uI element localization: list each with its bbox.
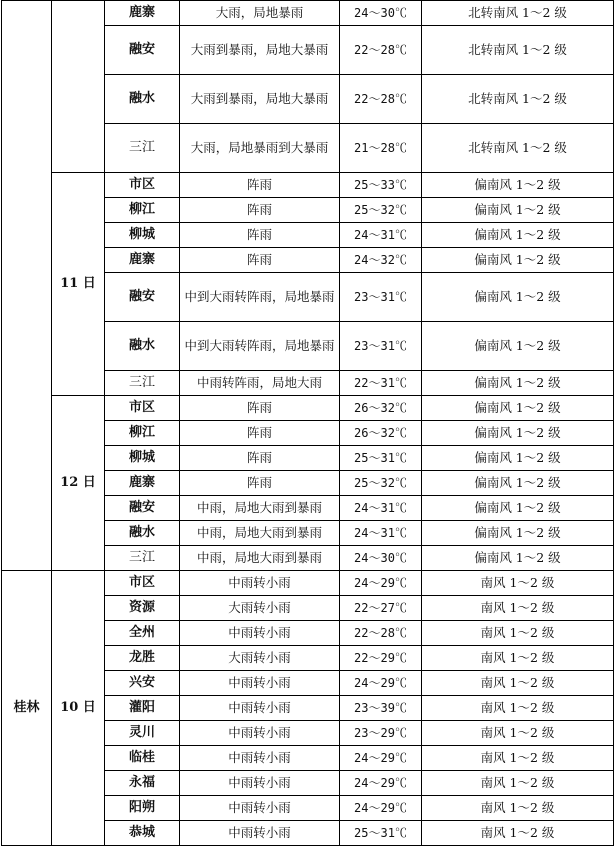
city-cell: 桂林 bbox=[2, 571, 52, 846]
temperature-cell: 22～29℃ bbox=[340, 646, 422, 671]
wind-cell: 南风 1～2 级 bbox=[422, 771, 614, 796]
area-cell: 柳江 bbox=[105, 421, 180, 446]
temperature-cell: 25～31℃ bbox=[340, 821, 422, 846]
weather-cell: 大雨转小雨 bbox=[180, 646, 340, 671]
wind-cell: 偏南风 1～2 级 bbox=[422, 471, 614, 496]
area-cell: 鹿寨 bbox=[105, 471, 180, 496]
weather-forecast-table bbox=[1, 0, 614, 846]
temperature-cell: 25～32℃ bbox=[340, 471, 422, 496]
weather-cell: 阵雨 bbox=[180, 421, 340, 446]
weather-cell: 阵雨 bbox=[180, 173, 340, 198]
wind-cell: 南风 1～2 级 bbox=[422, 796, 614, 821]
area-cell: 柳江 bbox=[105, 198, 180, 223]
area-cell: 市区 bbox=[105, 173, 180, 198]
weather-cell: 大雨到暴雨，局地大暴雨 bbox=[180, 26, 340, 75]
weather-cell: 中雨转小雨 bbox=[180, 696, 340, 721]
weather-cell: 大雨，局地暴雨 bbox=[180, 1, 340, 26]
temperature-cell: 23～29℃ bbox=[340, 721, 422, 746]
area-cell: 融水 bbox=[105, 322, 180, 371]
temperature-cell: 26～32℃ bbox=[340, 421, 422, 446]
temperature-cell: 22～27℃ bbox=[340, 596, 422, 621]
area-cell: 柳城 bbox=[105, 446, 180, 471]
date-cell: 12 日 bbox=[52, 396, 105, 571]
wind-cell: 偏南风 1～2 级 bbox=[422, 223, 614, 248]
weather-cell: 阵雨 bbox=[180, 471, 340, 496]
date-cell bbox=[52, 1, 105, 173]
wind-cell: 南风 1～2 级 bbox=[422, 671, 614, 696]
forecast-table-body bbox=[2, 1, 614, 846]
area-cell: 永福 bbox=[105, 771, 180, 796]
wind-cell: 偏南风 1～2 级 bbox=[422, 496, 614, 521]
temperature-cell: 24～29℃ bbox=[340, 571, 422, 596]
temperature-cell: 22～28℃ bbox=[340, 621, 422, 646]
area-cell: 全州 bbox=[105, 621, 180, 646]
temperature-cell: 24～30℃ bbox=[340, 546, 422, 571]
forecast-row bbox=[2, 1, 614, 26]
date-cell: 11 日 bbox=[52, 173, 105, 396]
weather-cell: 中到大雨转阵雨，局地暴雨 bbox=[180, 322, 340, 371]
area-cell: 三江 bbox=[105, 371, 180, 396]
weather-cell: 中雨转小雨 bbox=[180, 721, 340, 746]
wind-cell: 北转南风 1～2 级 bbox=[422, 75, 614, 124]
weather-cell: 中雨转小雨 bbox=[180, 796, 340, 821]
temperature-cell: 24～31℃ bbox=[340, 496, 422, 521]
area-cell: 资源 bbox=[105, 596, 180, 621]
temperature-cell: 22～28℃ bbox=[340, 75, 422, 124]
area-cell: 融安 bbox=[105, 26, 180, 75]
wind-cell: 偏南风 1～2 级 bbox=[422, 421, 614, 446]
temperature-cell: 25～32℃ bbox=[340, 198, 422, 223]
weather-cell: 阵雨 bbox=[180, 396, 340, 421]
temperature-cell: 26～32℃ bbox=[340, 396, 422, 421]
temperature-cell: 24～29℃ bbox=[340, 671, 422, 696]
wind-cell: 偏南风 1～2 级 bbox=[422, 521, 614, 546]
wind-cell: 偏南风 1～2 级 bbox=[422, 248, 614, 273]
city-cell bbox=[2, 1, 52, 571]
wind-cell: 北转南风 1～2 级 bbox=[422, 26, 614, 75]
area-cell: 鹿寨 bbox=[105, 248, 180, 273]
wind-cell: 偏南风 1～2 级 bbox=[422, 546, 614, 571]
temperature-cell: 24～31℃ bbox=[340, 223, 422, 248]
wind-cell: 偏南风 1～2 级 bbox=[422, 198, 614, 223]
forecast-row bbox=[2, 173, 614, 198]
temperature-cell: 23～39℃ bbox=[340, 696, 422, 721]
wind-cell: 偏南风 1～2 级 bbox=[422, 322, 614, 371]
forecast-row bbox=[2, 571, 614, 596]
area-cell: 阳朔 bbox=[105, 796, 180, 821]
wind-cell: 南风 1～2 级 bbox=[422, 621, 614, 646]
temperature-cell: 24～30℃ bbox=[340, 1, 422, 26]
area-cell: 灵川 bbox=[105, 721, 180, 746]
wind-cell: 北转南风 1～2 级 bbox=[422, 1, 614, 26]
temperature-cell: 24～29℃ bbox=[340, 746, 422, 771]
temperature-cell: 24～31℃ bbox=[340, 521, 422, 546]
temperature-cell: 24～29℃ bbox=[340, 796, 422, 821]
wind-cell: 南风 1～2 级 bbox=[422, 821, 614, 846]
area-cell: 融水 bbox=[105, 521, 180, 546]
area-cell: 三江 bbox=[105, 546, 180, 571]
wind-cell: 南风 1～2 级 bbox=[422, 696, 614, 721]
temperature-cell: 22～28℃ bbox=[340, 26, 422, 75]
wind-cell: 南风 1～2 级 bbox=[422, 571, 614, 596]
weather-cell: 中雨，局地大雨到暴雨 bbox=[180, 496, 340, 521]
area-cell: 融水 bbox=[105, 75, 180, 124]
weather-cell: 大雨，局地暴雨到大暴雨 bbox=[180, 124, 340, 173]
wind-cell: 南风 1～2 级 bbox=[422, 596, 614, 621]
temperature-cell: 24～32℃ bbox=[340, 248, 422, 273]
weather-cell: 中雨转小雨 bbox=[180, 821, 340, 846]
area-cell: 市区 bbox=[105, 571, 180, 596]
area-cell: 三江 bbox=[105, 124, 180, 173]
date-cell: 10 日 bbox=[52, 571, 105, 846]
area-cell: 灌阳 bbox=[105, 696, 180, 721]
weather-cell: 中雨，局地大雨到暴雨 bbox=[180, 521, 340, 546]
weather-cell: 中雨转小雨 bbox=[180, 746, 340, 771]
area-cell: 恭城 bbox=[105, 821, 180, 846]
weather-cell: 中雨转小雨 bbox=[180, 771, 340, 796]
temperature-cell: 21～28℃ bbox=[340, 124, 422, 173]
forecast-row bbox=[2, 396, 614, 421]
weather-cell: 阵雨 bbox=[180, 446, 340, 471]
temperature-cell: 22～31℃ bbox=[340, 371, 422, 396]
weather-cell: 中雨转小雨 bbox=[180, 671, 340, 696]
temperature-cell: 23～31℃ bbox=[340, 273, 422, 322]
wind-cell: 偏南风 1～2 级 bbox=[422, 371, 614, 396]
area-cell: 鹿寨 bbox=[105, 1, 180, 26]
temperature-cell: 23～31℃ bbox=[340, 322, 422, 371]
area-cell: 市区 bbox=[105, 396, 180, 421]
area-cell: 融安 bbox=[105, 273, 180, 322]
weather-cell: 大雨转小雨 bbox=[180, 596, 340, 621]
temperature-cell: 25～31℃ bbox=[340, 446, 422, 471]
weather-cell: 中雨，局地大雨到暴雨 bbox=[180, 546, 340, 571]
wind-cell: 南风 1～2 级 bbox=[422, 746, 614, 771]
weather-cell: 大雨到暴雨，局地大暴雨 bbox=[180, 75, 340, 124]
wind-cell: 偏南风 1～2 级 bbox=[422, 173, 614, 198]
weather-cell: 中雨转小雨 bbox=[180, 621, 340, 646]
area-cell: 兴安 bbox=[105, 671, 180, 696]
wind-cell: 南风 1～2 级 bbox=[422, 721, 614, 746]
weather-cell: 阵雨 bbox=[180, 223, 340, 248]
weather-cell: 阵雨 bbox=[180, 198, 340, 223]
wind-cell: 南风 1～2 级 bbox=[422, 646, 614, 671]
weather-cell: 中到大雨转阵雨，局地暴雨 bbox=[180, 273, 340, 322]
weather-cell: 中雨转小雨 bbox=[180, 571, 340, 596]
wind-cell: 偏南风 1～2 级 bbox=[422, 273, 614, 322]
temperature-cell: 25～33℃ bbox=[340, 173, 422, 198]
area-cell: 临桂 bbox=[105, 746, 180, 771]
wind-cell: 偏南风 1～2 级 bbox=[422, 446, 614, 471]
area-cell: 柳城 bbox=[105, 223, 180, 248]
area-cell: 龙胜 bbox=[105, 646, 180, 671]
temperature-cell: 24～29℃ bbox=[340, 771, 422, 796]
wind-cell: 偏南风 1～2 级 bbox=[422, 396, 614, 421]
wind-cell: 北转南风 1～2 级 bbox=[422, 124, 614, 173]
weather-cell: 中雨转阵雨，局地大雨 bbox=[180, 371, 340, 396]
weather-cell: 阵雨 bbox=[180, 248, 340, 273]
area-cell: 融安 bbox=[105, 496, 180, 521]
